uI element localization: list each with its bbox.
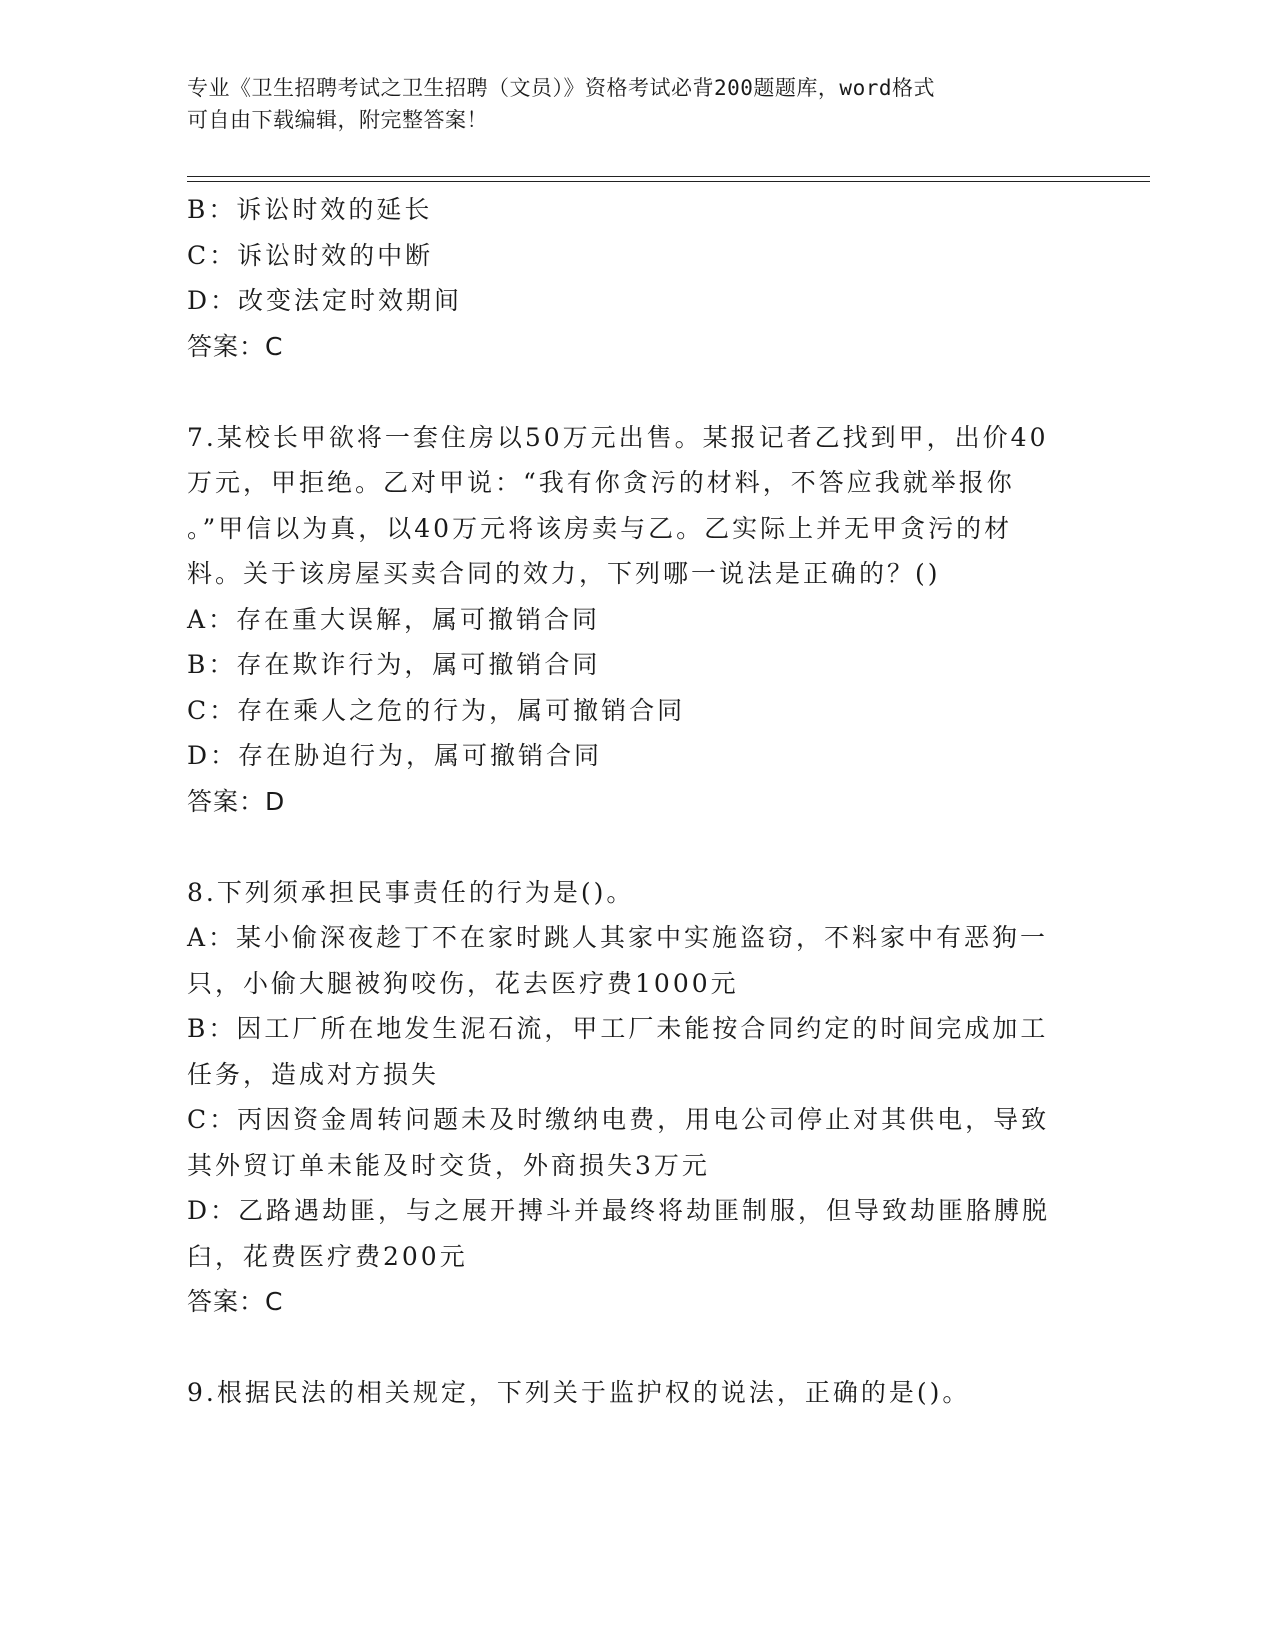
question-8 bbox=[187, 870, 1087, 1325]
spacer bbox=[187, 369, 1087, 415]
option-a: A：存在重大误解，属可撤销合同 bbox=[187, 604, 601, 634]
question-stem-line: 9.根据民法的相关规定，下列关于监护权的说法，正确的是()。 bbox=[187, 1378, 971, 1407]
question-7 bbox=[187, 415, 1087, 825]
option-c: C：丙因资金周转问题未及时缴纳电费，用电公司停止对其供电，导致 bbox=[187, 1105, 1050, 1134]
question-6-tail bbox=[187, 187, 1087, 369]
question-stem-line: 。”甲信以为真，以40万元将该房卖与乙。乙实际上并无甲贪污的材 bbox=[187, 513, 1013, 543]
option-c: C：诉讼时效的中断 bbox=[187, 240, 434, 270]
option-d: D：乙路遇劫匪，与之展开搏斗并最终将劫匪制服，但导致劫匪胳膊脱 bbox=[187, 1196, 1051, 1225]
header-rule-top bbox=[187, 176, 1150, 177]
header-title-line-1: 专业《卫生招聘考试之卫生招聘（文员）》资格考试必背200题题库，word格式 bbox=[187, 76, 935, 100]
option-a: A：某小偷深夜趁丁不在家时跳人其家中实施盗窃，不料家中有恶狗一 bbox=[187, 923, 1049, 952]
option-c-continued: 其外贸订单未能及时交货，外商损失3万元 bbox=[187, 1150, 710, 1180]
question-stem-line: 8.下列须承担民事责任的行为是()。 bbox=[187, 877, 635, 907]
option-b-continued: 任务，造成对方损失 bbox=[187, 1059, 440, 1089]
option-a-continued: 只，小偷大腿被狗咬伤，花去医疗费1000元 bbox=[187, 968, 739, 998]
option-c: C：存在乘人之危的行为，属可撤销合同 bbox=[187, 695, 686, 725]
spacer bbox=[187, 1325, 1087, 1371]
question-9 bbox=[187, 1370, 1087, 1416]
header-rule-bottom bbox=[187, 181, 1150, 182]
option-b: B：存在欺诈行为，属可撤销合同 bbox=[187, 650, 601, 679]
spacer bbox=[187, 824, 1087, 870]
question-list bbox=[187, 187, 1087, 1416]
option-d: D：存在胁迫行为，属可撤销合同 bbox=[187, 741, 603, 770]
answer: 答案：C bbox=[187, 1287, 284, 1316]
answer: 答案：C bbox=[187, 331, 284, 361]
option-b: B：因工厂所在地发生泥石流，甲工厂未能按合同约定的时间完成加工 bbox=[187, 1014, 1049, 1043]
question-stem-line: 万元，甲拒绝。乙对甲说：“我有你贪污的材料，不答应我就举报你 bbox=[187, 468, 1015, 497]
answer: 答案：D bbox=[187, 786, 286, 816]
question-stem-line: 料。关于该房屋买卖合同的效力，下列哪一说法是正确的？() bbox=[187, 559, 941, 588]
option-d: D：改变法定时效期间 bbox=[187, 286, 463, 315]
option-d-continued: 臼，花费医疗费200元 bbox=[187, 1241, 468, 1271]
option-b: B：诉讼时效的延长 bbox=[187, 195, 433, 224]
question-stem-line: 7.某校长甲欲将一套住房以50万元出售。某报记者乙找到甲，出价40 bbox=[187, 422, 1049, 452]
header-title-line-2: 可自由下载编辑，附完整答案！ bbox=[187, 108, 488, 132]
page-header bbox=[187, 72, 1067, 136]
